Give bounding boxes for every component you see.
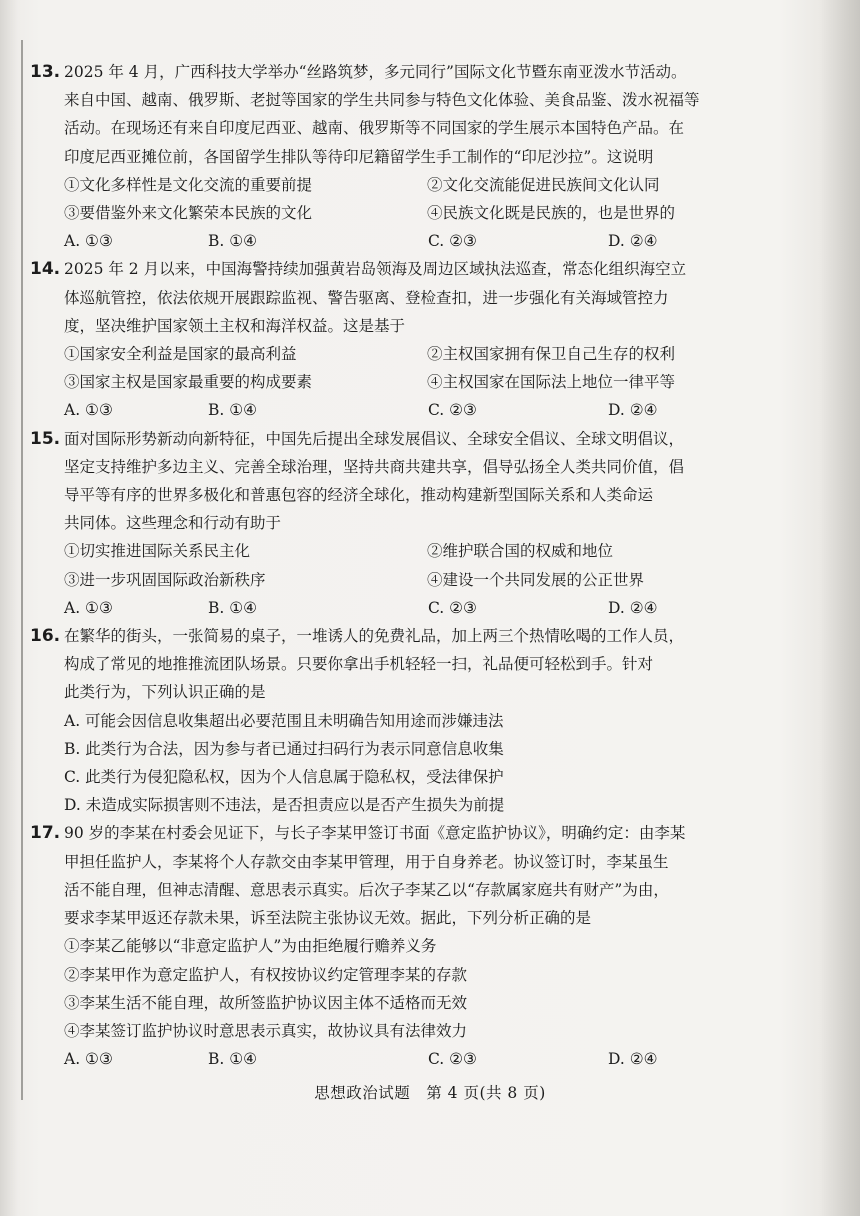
statement: ②维护联合国的权威和地位	[427, 542, 614, 561]
answer-choice: B. ①④	[208, 232, 258, 251]
answer-choice: D. ②④	[608, 1050, 658, 1069]
question-number: 13.	[30, 62, 61, 82]
statement: ②文化交流能促进民族间文化认同	[427, 175, 660, 194]
statement-row	[64, 537, 790, 565]
question-15	[30, 425, 790, 622]
question-14	[30, 255, 790, 424]
answer-choice: C. ②③	[428, 1050, 477, 1069]
statement: ③进一步巩固国际政治新秩序	[64, 570, 266, 589]
question-number: 14.	[30, 259, 61, 280]
answer-choice: D. ②④	[608, 598, 658, 617]
statement: ①李某乙能够以“非意定监护人”为由拒绝履行赡养义务	[64, 937, 437, 956]
statement: ④民族文化既是民族的，也是世界的	[427, 204, 676, 223]
question-text-line: 导平等有序的世界多极化和普惠包容的经济全球化，推动构建新型国际关系和人类命运	[64, 486, 654, 505]
answer-choice: D. 未造成实际损害则不违法，是否担责应以是否产生损失为前提	[64, 796, 505, 815]
question-text-line: 共同体。这些理念和行动有助于	[64, 514, 282, 533]
statement: ②李某甲作为意定监护人，有权按协议约定管理李某的存款	[64, 965, 468, 984]
question-text-line: 2025 年 4 月，广西科技大学举办“丝路筑梦，多元同行”国际文化节暨东南亚泼水节活动。	[64, 63, 687, 81]
question-text-line: 在繁华的街头，一张简易的桌子，一堆诱人的免费礼品，加上两三个热情吆喝的工作人员，	[64, 627, 685, 646]
answer-choice: A. ①③	[64, 232, 113, 251]
question-text-line: 体巡航管控，依法依规开展跟踪监视、警告驱离、登检查扣，进一步强化有关海域管控力	[64, 288, 669, 307]
question-text-line: 此类行为，下列认识正确的是	[64, 683, 266, 702]
question-text-line: 甲担任监护人，李某将个人存款交由李某甲管理，用于自身养老。协议签订时，李某虽生	[64, 852, 669, 871]
question-list	[30, 58, 790, 1073]
statement: ①文化多样性是文化交流的重要前提	[64, 175, 313, 194]
statement-row	[64, 368, 790, 396]
answer-choice: D. ②④	[608, 232, 658, 251]
statement: ①国家安全利益是国家的最高利益	[64, 345, 297, 364]
answer-choice: B. ①④	[208, 598, 258, 617]
question-text-line: 印度尼西亚摊位前，各国留学生排队等待印尼籍留学生手工制作的“印尼沙拉”。这说明	[64, 147, 654, 166]
question-13	[30, 58, 790, 255]
question-text-line: 坚定支持维护多边主义、完善全球治理，坚持共商共建共享，倡导弘扬全人类共同价值，倡	[64, 457, 685, 476]
answer-choices	[64, 594, 790, 622]
answer-choice: C. ②③	[428, 232, 477, 251]
question-text-line: 构成了常见的地推推流团队场景。只要你拿出手机轻轻一扫，礼品便可轻松到手。针对	[64, 655, 654, 674]
question-text-line: 90 岁的李某在村委会见证下，与长子李某甲签订书面《意定监护协议》，明确约定：由李某	[64, 824, 686, 843]
question-number: 15.	[30, 428, 61, 449]
answer-choices	[64, 1045, 790, 1073]
scan-shadow	[820, 0, 860, 1216]
question-text-line: 2025 年 2 月以来，中国海警持续加强黄岩岛领海及周边区域执法巡查，常态化组织海空立	[64, 260, 687, 279]
statement: ④建设一个共同发展的公正世界	[427, 570, 645, 589]
answer-choice: C. 此类行为侵犯隐私权，因为个人信息属于隐私权，受法律保护	[64, 768, 504, 787]
question-number: 17.	[30, 823, 61, 844]
question-number: 16.	[30, 626, 61, 647]
page-footer: 思想政治试题 第 4 页(共 8 页)	[314, 1084, 546, 1102]
question-16	[30, 622, 790, 819]
question-text-line: 要求李某甲返还存款未果，诉至法院主张协议无效。据此，下列分析正确的是	[64, 909, 592, 928]
question-text-line: 活动。在现场还有来自印度尼西亚、越南、俄罗斯等不同国家的学生展示本国特色产品。在	[64, 119, 685, 138]
answer-choices	[64, 227, 790, 255]
answer-choices	[64, 396, 790, 424]
statement: ③国家主权是国家最重要的构成要素	[64, 373, 313, 392]
answer-choice: B. 此类行为合法，因为参与者已通过扫码行为表示同意信息收集	[64, 739, 504, 758]
answer-choice: B. ①④	[208, 401, 258, 420]
statement: ②主权国家拥有保卫自己生存的权利	[427, 345, 676, 364]
answer-choice: A. 可能会因信息收集超出必要范围且未明确告知用途而涉嫌违法	[64, 711, 504, 730]
answer-choice: A. ①③	[64, 598, 113, 617]
question-text-line: 来自中国、越南、俄罗斯、老挝等国家的学生共同参与特色文化体验、美食品鉴、泼水祝福等	[64, 91, 700, 110]
question-text-line: 活不能自理，但神志清醒、意思表示真实。后次子李某乙以“存款属家庭共有财产”为由，	[64, 880, 669, 899]
statement-row	[64, 199, 790, 227]
answer-choice: C. ②③	[428, 401, 477, 420]
question-text-line: 面对国际形势新动向新特征，中国先后提出全球发展倡议、全球安全倡议、全球文明倡议，	[64, 429, 685, 448]
statement: ③李某生活不能自理，故所签监护协议因主体不适格而无效	[64, 993, 468, 1012]
answer-choice: B. ①④	[208, 1050, 258, 1069]
statement: ③要借鉴外来文化繁荣本民族的文化	[64, 204, 313, 223]
statement-row	[64, 566, 790, 594]
question-17	[30, 819, 790, 1073]
statement: ①切实推进国际关系民主化	[64, 542, 251, 561]
question-text-line: 度，坚决维护国家领土主权和海洋权益。这是基于	[64, 316, 406, 335]
statement-row	[64, 340, 790, 368]
answer-choice: C. ②③	[428, 598, 477, 617]
binding-margin-line	[21, 40, 23, 1100]
statement: ④主权国家在国际法上地位一律平等	[427, 373, 676, 392]
statement-row	[64, 171, 790, 199]
answer-choice: A. ①③	[64, 1050, 113, 1069]
answer-choice: A. ①③	[64, 401, 113, 420]
statement: ④李某签订监护协议时意思表示真实，故协议具有法律效力	[64, 1021, 468, 1040]
answer-choice: D. ②④	[608, 401, 658, 420]
